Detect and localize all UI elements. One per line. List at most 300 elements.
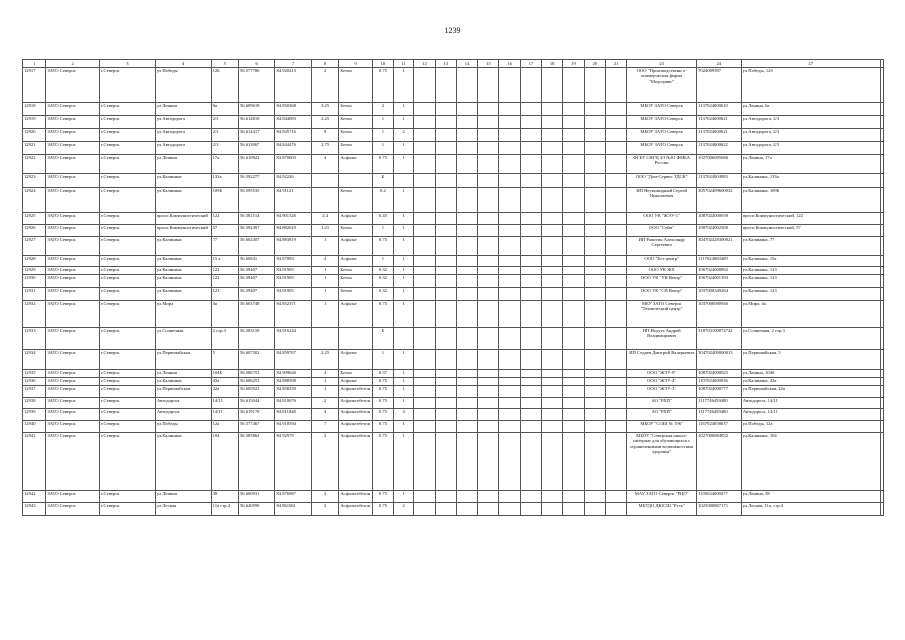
- cell-empty: [563, 370, 584, 378]
- cell-empty: [499, 386, 520, 398]
- cell-r: г.Северск: [100, 350, 156, 370]
- cell-empty: [499, 350, 520, 370]
- cell-empty: [520, 328, 541, 350]
- cell-s: ул.Калинина: [155, 174, 211, 188]
- cell-o: ООО "Сейм": [627, 225, 697, 237]
- cell-lon: 84.845716: [275, 129, 312, 142]
- cell-lon: 84.91905: [275, 267, 312, 275]
- table-row: [23, 174, 884, 188]
- cell-empty: [456, 129, 477, 142]
- cell-o: ООО УК ЖХ: [627, 267, 697, 275]
- cell-empty: [584, 350, 605, 370]
- cell-v: 0.32: [372, 288, 393, 301]
- cell-t: Асфальт: [339, 378, 372, 386]
- cell-q: 1: [394, 142, 414, 155]
- column-header: 21: [605, 60, 626, 68]
- column-header: 27: [741, 60, 880, 68]
- cell-empty: [478, 267, 499, 275]
- cell-lon: 84.87083: [275, 256, 312, 267]
- cell-empty: [605, 421, 626, 433]
- cell-s: ул.Калинина: [155, 237, 211, 256]
- cell-empty: [542, 301, 563, 328]
- cell-ad: просп.Коммунистический, 122: [741, 213, 880, 225]
- cell-inn: 1027000884832: [697, 433, 742, 491]
- cell-t: Бетон: [339, 68, 372, 103]
- cell-q: 1: [394, 370, 414, 378]
- cell-a: 2.25: [311, 116, 338, 129]
- cell-hs: 57: [211, 225, 238, 237]
- cell-n: 12940: [23, 421, 46, 433]
- cell-empty: [456, 398, 477, 409]
- cell-n: 12918: [23, 103, 46, 116]
- cell-empty: [520, 237, 541, 256]
- cell-v: 0.32: [372, 267, 393, 275]
- cell-empty: [478, 386, 499, 398]
- cell-t: Асфальтобетон: [339, 491, 372, 503]
- cell-q: 1: [394, 256, 414, 267]
- cell-empty: [520, 370, 541, 378]
- cell-empty: [584, 68, 605, 103]
- cell-r: г.Северск: [100, 398, 156, 409]
- cell-empty: [605, 213, 626, 225]
- cell-empty: [499, 155, 520, 174]
- cell-v: 0.75: [372, 155, 393, 174]
- cell-q: 1: [394, 398, 414, 409]
- cell-empty: [563, 237, 584, 256]
- cell-ad: ул.Первомайская, 5: [741, 350, 880, 370]
- cell-empty: [520, 275, 541, 288]
- cell-empty: [605, 301, 626, 328]
- table-row: [23, 116, 884, 129]
- cell-inn: 1117024000409: [697, 256, 742, 267]
- cell-q: 1: [394, 491, 414, 503]
- cell-empty: [542, 155, 563, 174]
- cell-h: ЗАТО Северск: [46, 301, 100, 328]
- cell-empty: [456, 103, 477, 116]
- cell-q: 1: [394, 116, 414, 129]
- cell-h: ЗАТО Северск: [46, 421, 100, 433]
- cell-empty: [880, 275, 883, 288]
- cell-lon: 84.909626: [275, 370, 312, 378]
- column-header: 4: [155, 60, 211, 68]
- cell-o: ООО "Дом-Сервис ТДСК": [627, 174, 697, 188]
- cell-a: 4: [311, 155, 338, 174]
- cell-s: просп.Коммунистический: [155, 225, 211, 237]
- cell-r: г.Северск: [100, 503, 156, 516]
- cell-o: ИП Седнев Дмитрий Валерьевич: [627, 350, 697, 370]
- cell-empty: [499, 301, 520, 328]
- cell-empty: [414, 188, 435, 213]
- cell-hs: 15 а: [211, 256, 238, 267]
- cell-empty: [414, 398, 435, 409]
- cell-empty: [542, 256, 563, 267]
- table-row: [23, 301, 884, 328]
- cell-empty: [414, 225, 435, 237]
- cell-empty: [880, 386, 883, 398]
- cell-empty: [414, 237, 435, 256]
- cell-n: 12920: [23, 129, 46, 142]
- cell-s: ул.Солнечная: [155, 328, 211, 350]
- cell-o: АО "РХП": [627, 409, 697, 421]
- table-row: [23, 398, 884, 409]
- cell-inn: 1117746459480: [697, 409, 742, 421]
- cell-lon: 84.882619: [275, 225, 312, 237]
- cell-empty: [563, 378, 584, 386]
- cell-empty: [456, 116, 477, 129]
- cell-v: 1: [372, 350, 393, 370]
- cell-t: Асфальтобетон: [339, 386, 372, 398]
- cell-a: 2: [311, 398, 338, 409]
- cell-n: 12935: [23, 370, 46, 378]
- cell-lon: 84.916244: [275, 328, 312, 350]
- cell-q: 1: [394, 350, 414, 370]
- cell-empty: [499, 116, 520, 129]
- cell-n: 12934: [23, 350, 46, 370]
- cell-inn: 1105024000477: [697, 491, 742, 503]
- cell-empty: [880, 370, 883, 378]
- cell-n: 12933: [23, 328, 46, 350]
- table-row: [23, 129, 884, 142]
- cell-ad: ул.Автодорога, 2/3: [741, 116, 880, 129]
- table-row: [23, 155, 884, 174]
- cell-lon: 84.91905: [275, 275, 312, 288]
- cell-r: г.Северск: [100, 174, 156, 188]
- cell-empty: [563, 116, 584, 129]
- cell-empty: [563, 213, 584, 225]
- cell-empty: [880, 174, 883, 188]
- cell-empty: [414, 421, 435, 433]
- column-header: 17: [520, 60, 541, 68]
- cell-empty: [880, 301, 883, 328]
- cell-empty: [435, 188, 456, 213]
- column-header: 23: [627, 60, 697, 68]
- cell-empty: [563, 68, 584, 103]
- cell-q: 1: [394, 275, 414, 288]
- cell-empty: [499, 275, 520, 288]
- cell-empty: [435, 116, 456, 129]
- column-header: 7: [275, 60, 312, 68]
- cell-empty: [520, 503, 541, 516]
- cell-empty: [520, 213, 541, 225]
- cell-h: ЗАТО Северск: [46, 398, 100, 409]
- cell-r: г.Северск: [100, 288, 156, 301]
- cell-ad: ул.Мира, 4а: [741, 301, 880, 328]
- cell-empty: [499, 103, 520, 116]
- cell-r: г.Северск: [100, 378, 156, 386]
- cell-empty: [880, 503, 883, 516]
- cell-empty: [414, 409, 435, 421]
- cell-h: ЗАТО Северск: [46, 288, 100, 301]
- cell-empty: [499, 237, 520, 256]
- column-header: 12: [414, 60, 435, 68]
- cell-n: 12938: [23, 398, 46, 409]
- cell-a: 1: [311, 275, 338, 288]
- cell-empty: [478, 378, 499, 386]
- cell-lon: 84.918594: [275, 421, 312, 433]
- cell-lat: 56.59407: [238, 267, 275, 275]
- cell-a: 9: [311, 129, 338, 142]
- cell-t: Асфальтобетон: [339, 398, 372, 409]
- cell-ad: Автодорога, 14/11: [741, 398, 880, 409]
- cell-o: МБОУ ЗАТО Северск: [627, 116, 697, 129]
- column-header: 3: [100, 60, 156, 68]
- cell-inn: 1137024004983: [697, 174, 742, 188]
- cell-o: ООО "ЖЭУ-1": [627, 386, 697, 398]
- cell-empty: [584, 237, 605, 256]
- cell-empty: [456, 174, 477, 188]
- cell-a: 1: [311, 267, 338, 275]
- cell-empty: [542, 288, 563, 301]
- cell-empty: [542, 491, 563, 503]
- cell-empty: [456, 256, 477, 267]
- cell-empty: [499, 421, 520, 433]
- cell-empty: [605, 256, 626, 267]
- cell-empty: [605, 174, 626, 188]
- cell-n: 12929: [23, 267, 46, 275]
- cell-r: г.Северск: [100, 386, 156, 398]
- cell-empty: [542, 409, 563, 421]
- cell-a: 2.75: [311, 142, 338, 155]
- cell-empty: [605, 225, 626, 237]
- cell-hs: 104: [211, 433, 238, 491]
- cell-lon: 84.852371: [275, 301, 312, 328]
- table-row: [23, 503, 884, 516]
- cell-o: МБОУ "СОШ № 196": [627, 421, 697, 433]
- cell-empty: [414, 174, 435, 188]
- cell-ad: ул.Калинина, 77: [741, 237, 880, 256]
- cell-empty: [542, 433, 563, 491]
- cell-inn: 1037000349264: [697, 288, 742, 301]
- table-row: [23, 213, 884, 225]
- cell-lat: 56.59407: [238, 288, 275, 301]
- cell-empty: [563, 301, 584, 328]
- cell-empty: [563, 174, 584, 188]
- cell-hs: 43а: [211, 378, 238, 386]
- cell-v: 1: [372, 142, 393, 155]
- cell-h: ЗАТО Северск: [46, 328, 100, 350]
- cell-v: 0.75: [372, 409, 393, 421]
- cell-empty: [478, 275, 499, 288]
- cell-lon: 84.844083: [275, 116, 312, 129]
- cell-r: г.Северск: [100, 409, 156, 421]
- cell-empty: [435, 409, 456, 421]
- cell-hs: 133а: [211, 174, 238, 188]
- cell-o: МБУ ЗАТО Северск "Технический центр": [627, 301, 697, 328]
- cell-a: 2: [311, 68, 338, 103]
- register-table: [22, 59, 884, 516]
- cell-empty: [414, 103, 435, 116]
- cell-lat: 56.585864: [238, 433, 275, 491]
- cell-h: ЗАТО Северск: [46, 225, 100, 237]
- cell-empty: [435, 142, 456, 155]
- cell-a: 2: [311, 433, 338, 491]
- cell-empty: [520, 433, 541, 491]
- cell-empty: [563, 491, 584, 503]
- cell-s: ул.Калинина: [155, 433, 211, 491]
- cell-s: ул.Калинина: [155, 378, 211, 386]
- cell-q: 1: [394, 421, 414, 433]
- cell-t: Бетон: [339, 188, 372, 213]
- cell-o: МБОУ ЗАТО Северск: [627, 142, 697, 155]
- cell-empty: [542, 103, 563, 116]
- cell-empty: [563, 275, 584, 288]
- cell-ad: Автодорога, 14/11: [741, 409, 880, 421]
- cell-empty: [584, 378, 605, 386]
- cell-r: г.Северск: [100, 142, 156, 155]
- cell-empty: [563, 350, 584, 370]
- cell-empty: [435, 491, 456, 503]
- cell-v: 0.75: [372, 386, 393, 398]
- cell-empty: [563, 225, 584, 237]
- cell-ad: ул.Калинина, 104: [741, 433, 880, 491]
- cell-empty: [584, 433, 605, 491]
- cell-empty: [584, 503, 605, 516]
- cell-v: 0.2: [372, 188, 393, 213]
- cell-lon: 84.850368: [275, 103, 312, 116]
- table-row: [23, 188, 884, 213]
- cell-empty: [435, 421, 456, 433]
- cell-lat: 56.606253: [238, 378, 275, 386]
- cell-v: 0.75: [372, 421, 393, 433]
- cell-o: МБУДО ДЮСШ "Русь": [627, 503, 697, 516]
- cell-empty: [880, 398, 883, 409]
- cell-empty: [478, 288, 499, 301]
- cell-empty: [478, 433, 499, 491]
- cell-s: Автодорога: [155, 398, 211, 409]
- cell-v: 0.75: [372, 68, 393, 103]
- cell-ad: ул.Калинина, 133а: [741, 174, 880, 188]
- cell-s: ул.Лесная: [155, 503, 211, 516]
- cell-empty: [542, 188, 563, 213]
- cell-empty: [605, 237, 626, 256]
- cell-empty: [435, 174, 456, 188]
- cell-hs: 12Б: [211, 68, 238, 103]
- cell-o: ООО "ЖЭУ-4": [627, 378, 697, 386]
- cell-o: МБОУ "Северская школа-интернат для обучающихся с ограниченными возможностями здоровья": [627, 433, 697, 491]
- cell-empty: [542, 328, 563, 350]
- cell-a: 1: [311, 237, 338, 256]
- table-row: [23, 275, 884, 288]
- cell-empty: [456, 275, 477, 288]
- cell-empty: [520, 386, 541, 398]
- cell-q: 1: [394, 378, 414, 386]
- cell-ad: ул.Автодорога, 2/3: [741, 129, 880, 142]
- cell-h: ЗАТО Северск: [46, 213, 100, 225]
- cell-a: 1: [311, 378, 338, 386]
- cell-lon: 84.920213: [275, 68, 312, 103]
- cell-q: 1: [394, 267, 414, 275]
- cell-empty: [414, 370, 435, 378]
- cell-a: 2: [311, 491, 338, 503]
- cell-h: ЗАТО Северск: [46, 503, 100, 516]
- column-header: 20: [584, 60, 605, 68]
- cell-h: ЗАТО Северск: [46, 267, 100, 275]
- cell-empty: [605, 275, 626, 288]
- cell-hs: 77: [211, 237, 238, 256]
- cell-empty: [499, 68, 520, 103]
- cell-empty: [478, 68, 499, 103]
- cell-lon: 84.811848: [275, 409, 312, 421]
- cell-empty: [456, 188, 477, 213]
- cell-v: 0.37: [372, 370, 393, 378]
- cell-empty: [605, 288, 626, 301]
- cell-t: Асфальт: [339, 237, 372, 256]
- cell-a: 7: [311, 421, 338, 433]
- cell-lat: 56.600931: [238, 491, 275, 503]
- cell-lat: 56.583158: [238, 328, 275, 350]
- cell-n: 12925: [23, 213, 46, 225]
- cell-empty: [435, 155, 456, 174]
- cell-empty: [520, 129, 541, 142]
- cell-empty: [499, 225, 520, 237]
- cell-empty: [563, 409, 584, 421]
- cell-empty: [456, 433, 477, 491]
- cell-lat: 56.607302: [238, 350, 275, 370]
- cell-ad: ул.Ленина, 17а: [741, 155, 880, 174]
- cell-s: ул.Ленина: [155, 155, 211, 174]
- cell-empty: [435, 68, 456, 103]
- cell-h: ЗАТО Северск: [46, 433, 100, 491]
- cell-empty: [605, 378, 626, 386]
- cell-empty: [456, 503, 477, 516]
- cell-empty: [478, 503, 499, 516]
- column-header: 13: [435, 60, 456, 68]
- cell-inn: 1027006085686: [697, 155, 742, 174]
- table-row: [23, 433, 884, 491]
- cell-empty: [563, 256, 584, 267]
- cell-empty: [478, 174, 499, 188]
- cell-empty: [499, 398, 520, 409]
- cell-empty: [542, 142, 563, 155]
- cell-lat: 56.602407: [238, 237, 275, 256]
- cell-empty: [584, 267, 605, 275]
- cell-lat: 56.595535: [238, 188, 275, 213]
- cell-r: г.Северск: [100, 213, 156, 225]
- cell-empty: [435, 275, 456, 288]
- cell-h: ЗАТО Северск: [46, 174, 100, 188]
- cell-s: ул.Калинина: [155, 275, 211, 288]
- cell-ad: ул.Калинина, 43а: [741, 378, 880, 386]
- cell-empty: [414, 68, 435, 103]
- cell-n: 12926: [23, 225, 46, 237]
- cell-q: 1: [394, 68, 414, 103]
- cell-h: ЗАТО Северск: [46, 386, 100, 398]
- cell-q: [394, 174, 414, 188]
- cell-n: 12941: [23, 433, 46, 491]
- cell-hs: 38: [211, 491, 238, 503]
- cell-a: 1.21: [311, 225, 338, 237]
- cell-empty: [542, 237, 563, 256]
- cell-empty: [520, 103, 541, 116]
- column-header: 15: [478, 60, 499, 68]
- cell-empty: [542, 275, 563, 288]
- cell-empty: [880, 116, 883, 129]
- cell-empty: [414, 275, 435, 288]
- cell-empty: [478, 155, 499, 174]
- cell-q: 1: [394, 433, 414, 491]
- cell-r: г.Северск: [100, 433, 156, 491]
- cell-inn: 318703100074742: [697, 328, 742, 350]
- cell-h: ЗАТО Северск: [46, 378, 100, 386]
- cell-empty: [605, 68, 626, 103]
- cell-s: ул.Мира: [155, 301, 211, 328]
- cell-h: ЗАТО Северск: [46, 68, 100, 103]
- cell-h: ЗАТО Северск: [46, 256, 100, 267]
- table-row: [23, 491, 884, 503]
- cell-hs: 2/3: [211, 129, 238, 142]
- cell-r: г.Северск: [100, 188, 156, 213]
- cell-empty: [478, 142, 499, 155]
